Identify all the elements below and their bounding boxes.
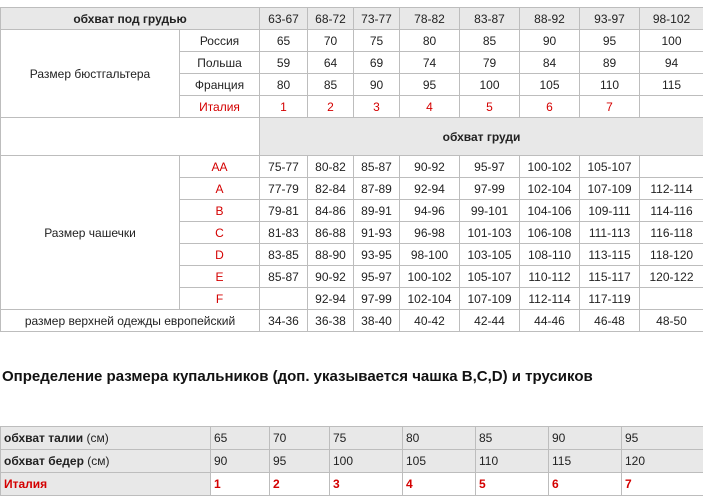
table-row [1,473,703,496]
bust-range: 105-107 [460,266,520,288]
bust-range: 88-90 [308,244,354,266]
country-label: Франция [180,74,260,96]
bust-range: 94-96 [400,200,460,222]
size-value: 85 [460,30,520,52]
bust-range: 82-84 [308,178,354,200]
size-value: 5 [460,96,520,118]
bust-range: 83-85 [260,244,308,266]
table-row [1,118,703,156]
bust-range: 105-107 [580,156,640,178]
cup-label: AA [180,156,260,178]
bust-range: 84-86 [308,200,354,222]
bust-range: 96-98 [400,222,460,244]
size-value: 90 [354,74,400,96]
underbust-range: 68-72 [308,8,354,30]
bust-range: 106-108 [520,222,580,244]
empty-cell [1,118,260,156]
bust-range: 85-87 [354,156,400,178]
size-value: 115 [549,450,622,473]
bust-range: 80-82 [308,156,354,178]
bust-range [640,156,703,178]
row-label-text: обхват талии [4,431,84,445]
country-label: Польша [180,52,260,74]
size-value: 95 [270,450,330,473]
cup-size-label: Размер чашечки [1,156,180,310]
bust-range: 89-91 [354,200,400,222]
size-value: 80 [400,30,460,52]
row-unit: (см) [83,454,110,468]
size-value: 89 [580,52,640,74]
bust-range: 79-81 [260,200,308,222]
cup-label: E [180,266,260,288]
underbust-range: 93-97 [580,8,640,30]
country-label: Италия [180,96,260,118]
size-value: 3 [354,96,400,118]
bust-range: 100-102 [520,156,580,178]
size-value: 1 [260,96,308,118]
euro-size-value: 46-48 [580,310,640,332]
bust-range: 102-104 [520,178,580,200]
cup-label: F [180,288,260,310]
bust-range: 117-119 [580,288,640,310]
row-label-text: обхват бедер [4,454,84,468]
bust-range: 120-122 [640,266,703,288]
size-value: 120 [622,450,703,473]
swimwear-heading: Определение размера купальников (доп. указывается чашка B,C,D) и трусиков [2,368,593,385]
bust-range: 97-99 [354,288,400,310]
table-row [1,310,703,332]
bust-range: 91-93 [354,222,400,244]
underbust-range: 88-92 [520,8,580,30]
euro-size-value: 48-50 [640,310,703,332]
size-value: 85 [476,427,549,450]
size-value [640,96,703,118]
bust-range: 99-101 [460,200,520,222]
bust-range: 112-114 [520,288,580,310]
bust-range: 86-88 [308,222,354,244]
table-row [1,450,703,473]
size-value: 75 [330,427,403,450]
bust-range: 107-109 [580,178,640,200]
bust-range: 92-94 [400,178,460,200]
country-label: Россия [180,30,260,52]
table-row [1,8,703,30]
euro-size-value: 34-36 [260,310,308,332]
euro-size-value: 36-38 [308,310,354,332]
bust-range: 103-105 [460,244,520,266]
row-label-text: Италия [4,477,48,491]
size-value: 75 [354,30,400,52]
size-value: 79 [460,52,520,74]
bra-size-table [0,7,703,332]
size-value: 95 [622,427,703,450]
size-value: 84 [520,52,580,74]
size-value: 90 [520,30,580,52]
table-row [1,427,703,450]
bust-range: 95-97 [354,266,400,288]
bust-range: 85-87 [260,266,308,288]
bust-range: 104-106 [520,200,580,222]
row-label [1,450,211,473]
size-value: 64 [308,52,354,74]
underbust-header: обхват под грудью [1,8,260,30]
underbust-range: 83-87 [460,8,520,30]
underbust-range: 63-67 [260,8,308,30]
size-value: 4 [403,473,476,496]
bust-range: 101-103 [460,222,520,244]
cup-label: C [180,222,260,244]
size-value: 100 [640,30,703,52]
bust-range: 75-77 [260,156,308,178]
size-value: 94 [640,52,703,74]
bust-range: 95-97 [460,156,520,178]
swimwear-size-table [0,426,703,496]
bust-range: 98-100 [400,244,460,266]
bust-range: 113-115 [580,244,640,266]
size-value: 3 [330,473,403,496]
euro-size-value: 44-46 [520,310,580,332]
bust-range: 111-113 [580,222,640,244]
size-value: 90 [549,427,622,450]
table-row [1,156,703,178]
size-value: 95 [400,74,460,96]
size-value: 74 [400,52,460,74]
size-value: 80 [260,74,308,96]
bust-range: 77-79 [260,178,308,200]
row-unit: (см) [83,431,109,445]
size-value: 4 [400,96,460,118]
size-value: 65 [211,427,270,450]
bust-range: 81-83 [260,222,308,244]
bust-range: 112-114 [640,178,703,200]
bust-range: 109-111 [580,200,640,222]
size-value: 59 [260,52,308,74]
bust-range: 92-94 [308,288,354,310]
cup-label: A [180,178,260,200]
bust-range: 87-89 [354,178,400,200]
bust-range: 102-104 [400,288,460,310]
size-value: 105 [403,450,476,473]
bust-range: 108-110 [520,244,580,266]
size-value: 1 [211,473,270,496]
row-label [1,427,211,450]
size-value: 70 [270,427,330,450]
cup-label: D [180,244,260,266]
bust-range: 107-109 [460,288,520,310]
bust-range: 115-117 [580,266,640,288]
size-value: 5 [476,473,549,496]
size-value: 70 [308,30,354,52]
cup-label: B [180,200,260,222]
underbust-range: 98-102 [640,8,703,30]
size-value: 95 [580,30,640,52]
size-value: 105 [520,74,580,96]
size-value: 7 [622,473,703,496]
table-row [1,30,703,52]
bust-range: 118-120 [640,244,703,266]
size-value: 69 [354,52,400,74]
euro-size-value: 38-40 [354,310,400,332]
bust-header: обхват груди [260,118,703,156]
size-value: 115 [640,74,703,96]
size-value: 65 [260,30,308,52]
size-value: 100 [330,450,403,473]
size-value: 2 [308,96,354,118]
bust-range [640,288,703,310]
bust-range: 110-112 [520,266,580,288]
size-value: 85 [308,74,354,96]
size-value: 6 [520,96,580,118]
bust-range: 100-102 [400,266,460,288]
bust-range: 93-95 [354,244,400,266]
size-value: 90 [211,450,270,473]
size-value: 110 [476,450,549,473]
bust-range [260,288,308,310]
bra-size-label: Размер бюстгальтера [1,30,180,118]
euro-size-value: 42-44 [460,310,520,332]
size-value: 110 [580,74,640,96]
bust-range: 116-118 [640,222,703,244]
bust-range: 90-92 [308,266,354,288]
bust-range: 90-92 [400,156,460,178]
size-value: 2 [270,473,330,496]
row-label [1,473,211,496]
bust-range: 114-116 [640,200,703,222]
size-value: 6 [549,473,622,496]
underbust-range: 73-77 [354,8,400,30]
size-value: 7 [580,96,640,118]
size-value: 100 [460,74,520,96]
underbust-range: 78-82 [400,8,460,30]
euro-size-value: 40-42 [400,310,460,332]
euro-size-label: размер верхней одежды европейский [1,310,260,332]
bust-range: 97-99 [460,178,520,200]
size-value: 80 [403,427,476,450]
